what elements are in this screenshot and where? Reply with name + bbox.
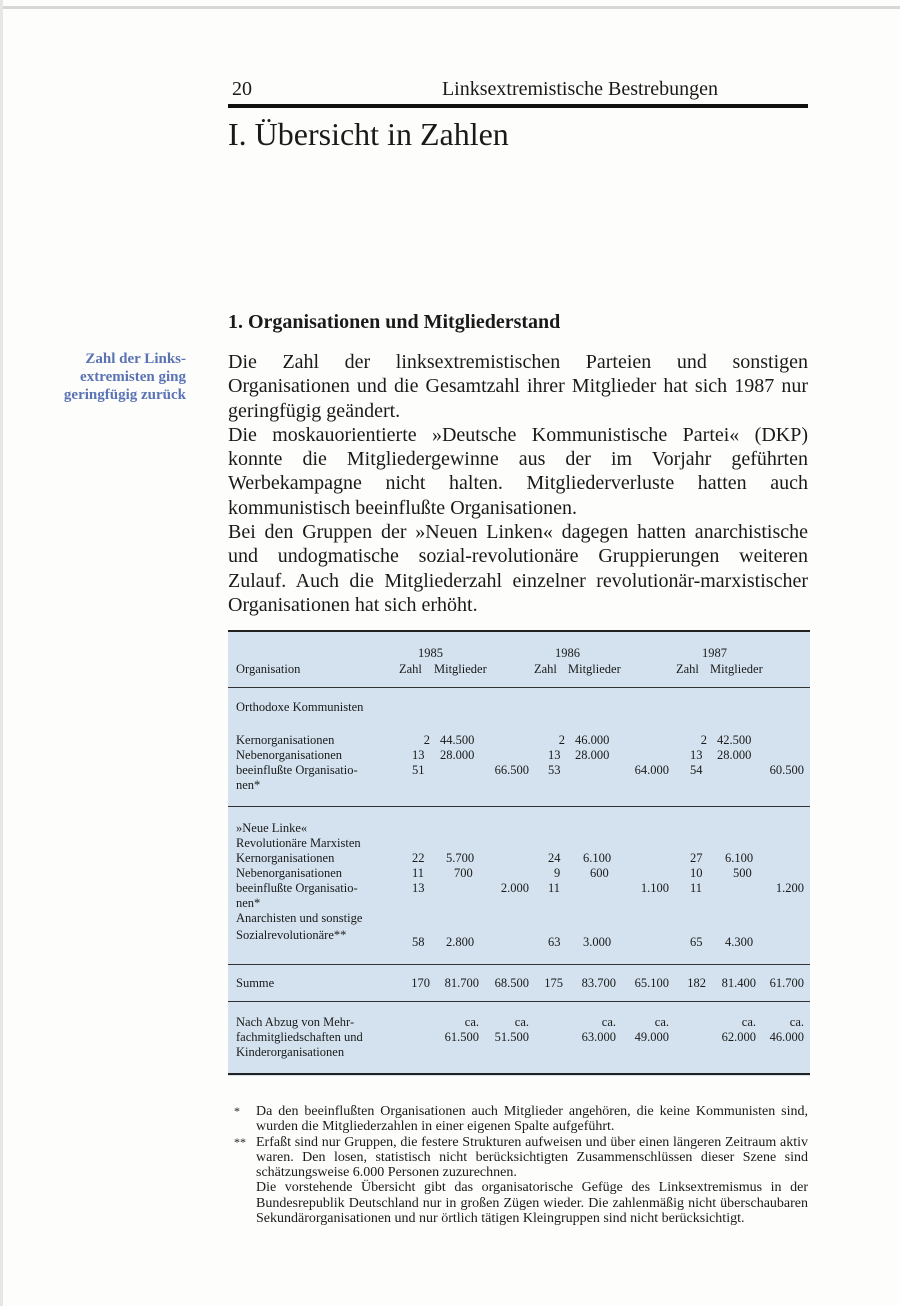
cell: 51 [412, 763, 425, 777]
cell: 46.000 [575, 733, 610, 747]
row-label: nen* [236, 778, 261, 792]
cell-ca: ca. [514, 1015, 529, 1029]
cell-subtotal: 1.200 [775, 881, 804, 895]
row-label: fachmitgliedschaften und [236, 1030, 363, 1044]
row-label: Kinderorganisationen [236, 1045, 345, 1059]
row-label: Nebenorganisationen [236, 866, 342, 880]
cell-subtotal: 2.000 [500, 881, 529, 895]
running-head [228, 76, 808, 102]
cell-ca: ca. [789, 1015, 804, 1029]
membership-table [228, 630, 810, 1076]
cell: 81.700 [444, 976, 479, 990]
footnote-text: Da den beeinflußten Organisationen auch Mitglieder angehören, die keine Kommunisten sind, wurden die Mitgliederzahlen in einer eigenen Spalte aufgeführt. [256, 1104, 808, 1135]
cell: 2 [700, 733, 707, 747]
cell: 11 [690, 881, 703, 895]
col-zahl-1985: Zahl [399, 662, 422, 676]
cell: 28.000 [717, 748, 752, 762]
cell-ca: ca. [601, 1015, 616, 1029]
cell: 4.300 [725, 935, 754, 949]
table-rule [228, 806, 810, 807]
cell: 83.700 [581, 976, 616, 990]
summe-label: Summe [236, 976, 275, 990]
table-rule [228, 1001, 810, 1002]
table-rule-top [228, 630, 810, 632]
running-title: Linksextremistische Bestrebungen [441, 78, 718, 100]
col-mitglieder-1987: Mitglieder [710, 662, 763, 676]
page-number: 20 [232, 78, 252, 100]
closing-note: Die vorstehende Übersicht gibt das organisatorische Gefüge des Linksextremismus in der Bundesrepublik Deutschland nur in großen Zügen wieder. Die zahlenmäßig nicht überschaubaren Sekundärorganisationen und nur örtlich tätigen Kleingruppen sind nicht berücksichtigt. [256, 1180, 808, 1227]
cell: 2 [423, 733, 430, 747]
cell: 54 [690, 763, 703, 777]
row-label: Anarchisten und sonstige [236, 911, 363, 925]
cell: 44.500 [440, 733, 475, 747]
footnote [228, 1104, 808, 1135]
table-rule-bottom [228, 1073, 810, 1075]
cell: 2.800 [446, 935, 475, 949]
cell: 13 [412, 881, 425, 895]
cell: 170 [411, 976, 430, 990]
row-label: beeinflußte Organisatio- [236, 763, 358, 777]
paragraph: Die moskauorientierte »Deutsche Kommunistische Partei« (DKP) konnte die Mitgliedergewinne aus der im Vorjahr geführten Werbekampagne nicht halten. Mitgliederverluste hatten auch kommunistisch beeinflußte Organisationen. [228, 423, 808, 519]
cell: 24 [548, 851, 561, 865]
cell: 22 [412, 851, 425, 865]
cell: 28.000 [575, 748, 610, 762]
row-label: beeinflußte Organisatio- [236, 881, 358, 895]
col-mitglieder-1986: Mitglieder [568, 662, 621, 676]
row-label: Sozialrevolutionäre** [236, 928, 347, 942]
group-subheading: Revolutionäre Marxisten [236, 836, 361, 850]
cell: 65 [690, 935, 703, 949]
margin-note [0, 350, 186, 404]
cell: 28.000 [440, 748, 475, 762]
col-organisation: Organisation [236, 662, 301, 676]
cell: 51.500 [494, 1030, 529, 1044]
paragraph: Bei den Gruppen der »Neuen Linken« dagegen hatten anarchistische und undogmatische sozial-revolutionäre Gruppierungen weiteren Zulauf. Auch die Mitgliederzahl einzelner revolutionär-marxistischer Organisationen hat sich erhöht. [228, 521, 808, 616]
cell: 46.000 [769, 1030, 804, 1044]
cell: 61.700 [769, 976, 804, 990]
cell: 53 [548, 763, 561, 777]
table-rule-header [228, 687, 810, 688]
cell: 3.000 [583, 935, 612, 949]
body-text [228, 350, 808, 617]
chapter-title: I. Übersicht in Zahlen [228, 116, 509, 152]
cell-ca: ca. [741, 1015, 756, 1029]
cell: 27 [690, 851, 703, 865]
cell: 2 [558, 733, 565, 747]
cell: 6.100 [725, 851, 754, 865]
cell: 6.100 [583, 851, 612, 865]
group-heading: Orthodoxe Kommunisten [236, 700, 364, 714]
cell: 600 [590, 866, 609, 880]
group-heading: »Neue Linke« [236, 821, 308, 835]
cell-ca: ca. [464, 1015, 479, 1029]
cell: 13 [548, 748, 561, 762]
footnotes [228, 1104, 808, 1226]
footnote [228, 1135, 808, 1181]
section-title: 1. Organisationen und Mitgliederstand [228, 311, 561, 333]
cell: 500 [733, 866, 752, 880]
cell-ca: ca. [654, 1015, 669, 1029]
cell-subtotal: 64.000 [634, 763, 669, 777]
cell: 10 [690, 866, 703, 880]
header-rule [228, 104, 808, 108]
cell: 65.100 [634, 976, 669, 990]
footnote-text: Erfaßt sind nur Gruppen, die festere Strukturen aufweisen und über einen längeren Zeitraum aktiv waren. Den losen, statistisch nicht berücksichtigten Zusammenschlüssen dieser Szene sind schätzungsweise 6.000 Personen zuzurechnen. [256, 1134, 808, 1181]
margin-note-line: extremisten ging [80, 369, 186, 385]
footnote-mark: ** [234, 1134, 246, 1149]
cell-subtotal: 60.500 [769, 763, 804, 777]
cell: 81.400 [721, 976, 756, 990]
cell: 62.000 [721, 1030, 756, 1044]
year-header-1986: 1986 [555, 646, 580, 660]
row-label: Kernorganisationen [236, 851, 335, 865]
table-rule [228, 964, 810, 965]
footnote-mark: * [234, 1104, 240, 1118]
col-zahl-1986: Zahl [534, 662, 557, 676]
cell: 13 [690, 748, 703, 762]
cell-subtotal: 1.100 [640, 881, 669, 895]
year-header-1987: 1987 [702, 646, 727, 660]
cell: 63 [548, 935, 561, 949]
row-label: Nach Abzug von Mehr- [236, 1015, 355, 1029]
cell: 11 [548, 881, 561, 895]
cell: 11 [412, 866, 425, 880]
cell: 182 [687, 976, 706, 990]
cell: 58 [412, 935, 425, 949]
col-mitglieder-1985: Mitglieder [434, 662, 487, 676]
cell: 700 [454, 866, 473, 880]
cell: 68.500 [494, 976, 529, 990]
cell: 175 [544, 976, 563, 990]
paragraph: Die Zahl der linksextremistischen Parteien und sonstigen Organisationen und die Gesamtzahl ihrer Mitglieder hat sich 1987 nur geringfügig geändert. [228, 351, 808, 422]
cell: 61.500 [444, 1030, 479, 1044]
row-label: nen* [236, 896, 261, 910]
cell: 5.700 [446, 851, 475, 865]
cell: 63.000 [581, 1030, 616, 1044]
scan-top-edge [0, 6, 900, 9]
cell-subtotal: 66.500 [494, 763, 529, 777]
cell: 9 [554, 866, 561, 880]
margin-note-line: Zahl der Links- [85, 351, 186, 367]
year-header-1985: 1985 [418, 646, 443, 660]
scan-left-edge [0, 0, 3, 1306]
margin-note-line: geringfügig zurück [63, 387, 186, 403]
row-label: Kernorganisationen [236, 733, 335, 747]
row-label: Nebenorganisationen [236, 748, 342, 762]
cell: 49.000 [634, 1030, 669, 1044]
cell: 42.500 [717, 733, 752, 747]
cell: 13 [412, 748, 425, 762]
col-zahl-1987: Zahl [676, 662, 699, 676]
